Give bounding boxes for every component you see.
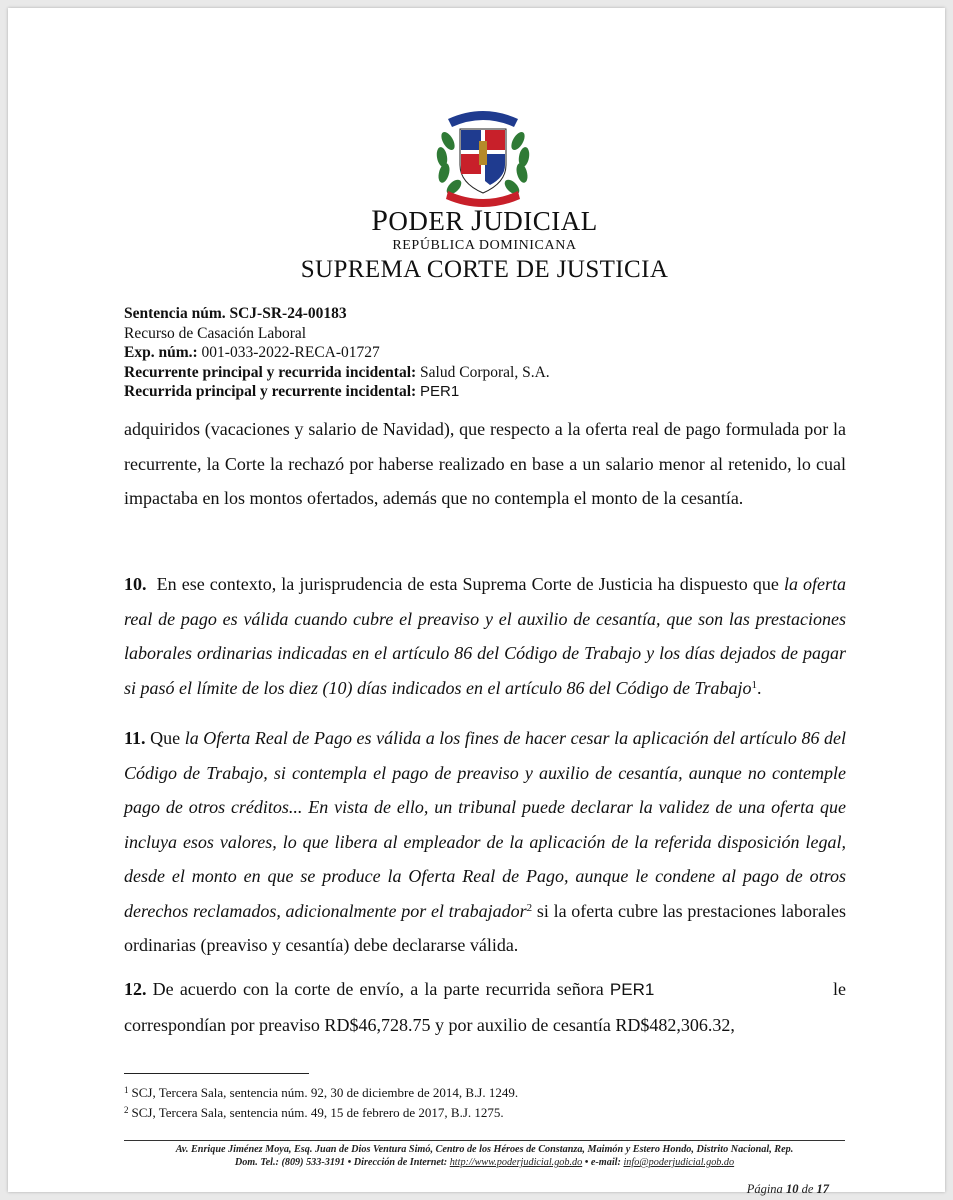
footnotes [124, 1083, 844, 1123]
footer-address: Av. Enrique Jiménez Moya, Esq. Juan de Dios Ventura Simó, Centro de los Héroes de Constanza, Maimón y Estero Hondo, Distrito Nacional, Rep. [175, 1144, 794, 1155]
exp-label: Exp. núm.: [124, 344, 198, 362]
recurrente-value: Salud Corporal, S.A. [416, 363, 550, 381]
sentencia-number: Sentencia núm. SCJ-SR-24-00183 [124, 305, 347, 322]
page-footer: Av. Enrique Jiménez Moya, Esq. Juan de Dios Ventura Simó, Centro de los Héroes de Constanza, Maimón y Estero Hondo, Distrito Nacional, Rep. Dom. Tel.: (809) 533-3191 • Dirección de Internet: http://www.poderjudicial.gob.do • e-mail: info@poderjudicial.gob.do [116, 1143, 853, 1169]
redacted-name: PER1 [609, 980, 655, 999]
country-name: REPÚBLICA DOMINICANA [392, 238, 577, 253]
coat-of-arms-seal [428, 101, 538, 213]
recurrida-label: Recurrida principal y recurrente incidental: [124, 383, 417, 401]
exp-value: 001-033-2022-RECA-01727 [197, 344, 380, 362]
paragraph-number: 11. [124, 728, 146, 748]
footnote-ref[interactable]: 1 [751, 678, 757, 691]
recurrida-value: PER1 [420, 383, 460, 401]
footnote-2: $^2$ SCJ, Tercera Sala, sentencia núm. 49, 15 de febrero de 2017, B.J. 1275. [124, 1105, 504, 1120]
paragraph-number: 12. [124, 979, 147, 999]
institution-name: PODER JUDICIAL [371, 204, 598, 237]
footnote-divider [124, 1073, 309, 1074]
footer-divider [124, 1140, 845, 1141]
paragraph-number: 10. [124, 574, 147, 594]
paragraph-continuation: adquiridos (vacaciones y salario de Navidad), que respecto a la oferta real de pago formulada por la recurrente, la Corte la rechazó por haberse realizado en base a un salario menor al retenido, lo cual impactaba en los montos ofertados, además que no contempla el monto de la cesantía. [124, 419, 846, 508]
email-link[interactable]: info@poderjudicial.gob.do [623, 1157, 735, 1168]
page-number: Página 10 de 17 [746, 1182, 829, 1196]
recurso-type: Recurso de Casación Laboral [124, 324, 307, 342]
recurrente-label: Recurrente principal y recurrida incidental: [124, 363, 417, 381]
footnote-ref[interactable]: 2 [526, 901, 533, 914]
website-link[interactable]: http://www.poderjudicial.gob.do [449, 1157, 583, 1168]
court-name: SUPREMA CORTE DE JUSTICIA [300, 256, 669, 283]
footer-tel: Dom. Tel.: (809) 533-3191 • Dirección de Internet: [234, 1157, 450, 1168]
footnote-1: $^1$ SCJ, Tercera Sala, sentencia núm. 92, 30 de diciembre de 2014, B.J. 1249. [124, 1085, 519, 1100]
paragraph-11: 11. Que la Oferta Real de Pago es válida a los fines de hacer cesar la aplicación del artículo 86 del Código de Trabajo, si contempla el pago de preaviso y auxilio de cesantía, aunque no contemple pago de otros créditos... En vista de ello, un tribunal puede declarar la validez de una oferta que incluya esos valores, lo que libera al empleador de la aplicación de la referida disposición legal, desde el monto en que se produce la Oferta Real de Pago, aunque le condene al pago de otros derechos reclamados, adicionalmente por el trabajador$^2$ si la oferta cubre las prestaciones laborales ordinarias (preaviso y cesantía) debe declararse válida. [124, 728, 847, 955]
case-metadata [124, 304, 844, 402]
paragraph-12: 12. De acuerdo con la corte de envío, a la parte recurrida señora PER1 le correspondían por preaviso RD$46,728.75 y por auxilio de cesantía RD$482,306.32, [124, 979, 847, 1035]
document-page [8, 8, 945, 1196]
paragraph-10: 10. En ese contexto, la jurisprudencia de esta Suprema Corte de Justicia ha dispuesto que la oferta real de pago es válida cuando cubre el preaviso y el auxilio de cesantía, que son las prestaciones laborales ordinarias indicadas en el artículo 86 del Código de Trabajo y los días dejados de pagar si pasó el límite de los diez (10) días indicados en el artículo 86 del Código de Trabajo$^1$. [124, 574, 847, 698]
